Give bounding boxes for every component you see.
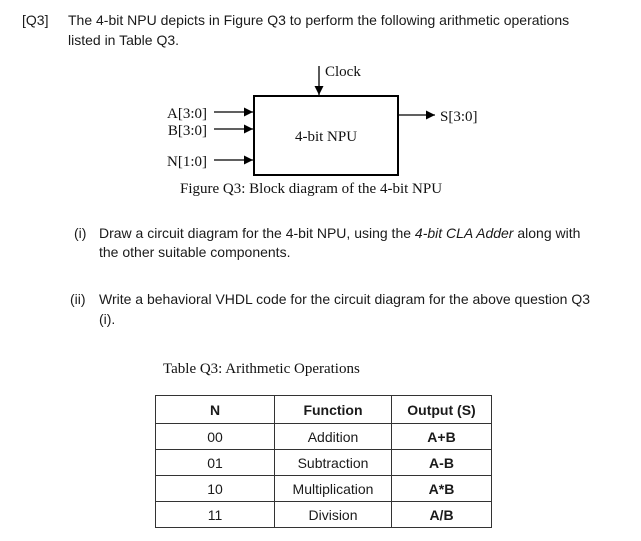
cell-function: Multiplication xyxy=(275,476,392,502)
cell-function: Addition xyxy=(275,424,392,450)
table-row xyxy=(156,476,492,502)
question-number: [Q3] xyxy=(22,12,49,28)
table-caption: Table Q3: Arithmetic Operations xyxy=(163,361,360,377)
part-i-prefix: (i) xyxy=(74,225,87,241)
part-ii-prefix: (ii) xyxy=(70,291,86,307)
question-intro-line1: The 4-bit NPU depicts in Figure Q3 to perform the following arithmetic operations xyxy=(68,12,570,28)
part-i-text-before: Draw a circuit diagram for the 4-bit NPU, using the xyxy=(99,225,415,241)
input-b-label: B[3:0] xyxy=(167,123,207,139)
cell-function: Division xyxy=(275,502,392,528)
cell-n: 10 xyxy=(156,476,275,502)
part-ii-line2: (i). xyxy=(99,311,116,327)
part-i-line1 xyxy=(99,223,580,243)
cell-output: A+B xyxy=(392,424,492,450)
question-intro-line2: listed in Table Q3. xyxy=(68,32,180,48)
cell-n: 00 xyxy=(156,424,275,450)
clock-label: Clock xyxy=(325,64,361,80)
table-row xyxy=(156,450,492,476)
npu-block-label: 4-bit NPU xyxy=(294,129,358,145)
cell-output: A-B xyxy=(392,450,492,476)
cell-function: Subtraction xyxy=(275,450,392,476)
part-i-line2: the other suitable components. xyxy=(99,244,291,260)
table-row xyxy=(156,502,492,528)
part-ii-line1: Write a behavioral VHDL code for the circuit diagram for the above question Q3 xyxy=(99,291,591,307)
cell-output: A*B xyxy=(392,476,492,502)
input-n-label: N[1:0] xyxy=(167,154,207,170)
part-i-emphasis: 4-bit CLA Adder xyxy=(414,225,514,241)
output-s-label: S[3:0] xyxy=(440,109,478,125)
header-function: Function xyxy=(275,396,392,424)
cell-n: 01 xyxy=(156,450,275,476)
header-n: N xyxy=(156,396,275,424)
figure-caption: Figure Q3: Block diagram of the 4-bit NPU xyxy=(180,181,443,197)
table-row xyxy=(156,424,492,450)
cell-output: A/B xyxy=(392,502,492,528)
operations-table xyxy=(155,395,492,528)
input-a-label: A[3:0] xyxy=(167,106,207,122)
cell-n: 11 xyxy=(156,502,275,528)
header-output: Output (S) xyxy=(392,396,492,424)
table-header-row xyxy=(156,396,492,424)
part-i-text-after: along with xyxy=(513,225,581,241)
